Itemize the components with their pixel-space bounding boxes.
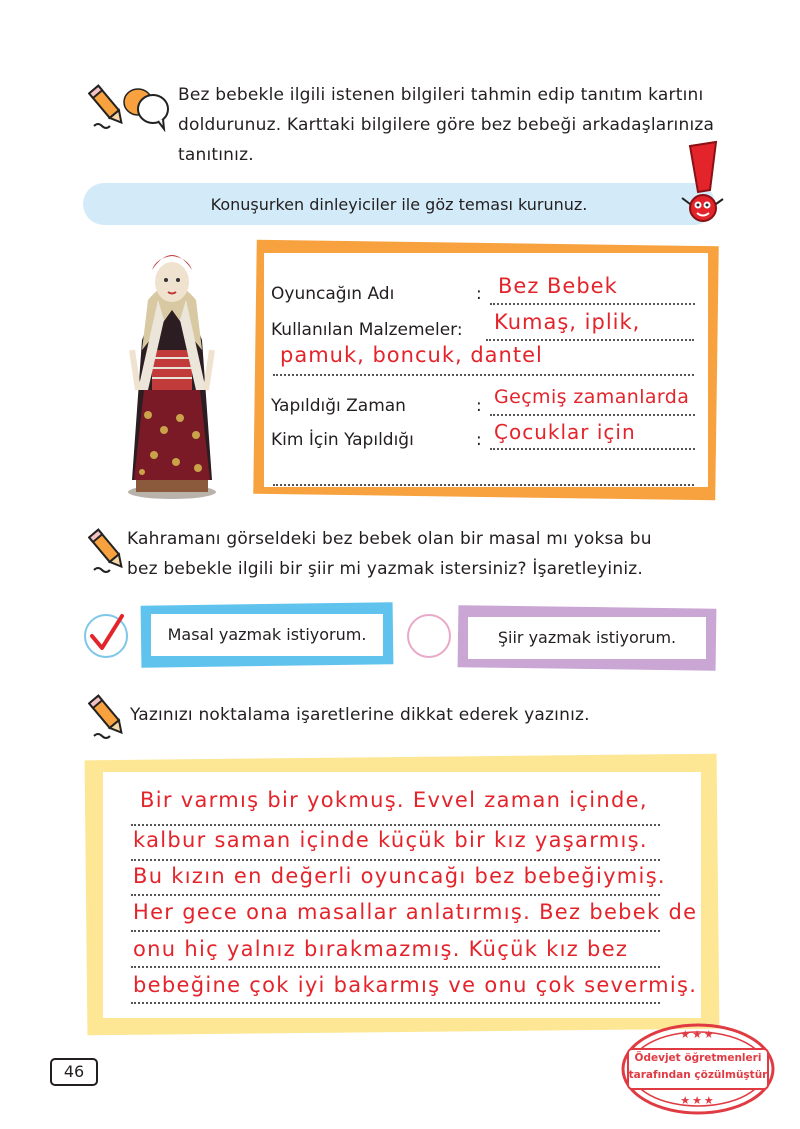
writing-text-line[interactable]: Her gece ona masallar anlatırmış. Bez bebek de <box>133 900 698 924</box>
field-separator: : <box>476 430 482 450</box>
stamp-text-line1: Ödevjet öğretmenleri <box>634 1052 762 1064</box>
pencil-icon <box>88 690 128 745</box>
checkbox-siir[interactable] <box>404 611 454 661</box>
writing-text-line[interactable]: onu hiç yalnız bırakmazmış. Küçük kız bez <box>133 937 629 961</box>
stamp-stars-top: ★★★ <box>680 1028 716 1041</box>
cloth-doll-image <box>118 240 226 500</box>
field-label-for-whom: Kim İçin Yapıldığı <box>271 430 414 450</box>
instruction-choose <box>127 524 747 584</box>
field-separator: : <box>476 396 482 416</box>
instruction-line: Bez bebekle ilgili istenen bilgileri tahmin edip tanıtım kartını <box>178 85 704 105</box>
field-label-time: Yapıldığı Zaman <box>271 396 406 416</box>
instruction-fill-card <box>178 80 758 170</box>
answer-for-whom[interactable]: Çocuklar için <box>494 420 636 444</box>
page-number: 46 <box>63 1062 85 1081</box>
checkmark-icon <box>92 616 122 648</box>
answer-time[interactable]: Geçmiş zamanlarda <box>494 386 690 408</box>
speech-bubbles-icon <box>120 82 172 132</box>
instruction-line: bez bebekle ilgili bir şiir mi yazmak istersiniz? İşaretleyiniz. <box>127 559 643 579</box>
tip-text: Konuşurken dinleyiciler ile göz teması kurunuz. <box>210 195 588 214</box>
writing-text-line[interactable]: Bir varmış bir yokmuş. Evvel zaman içinde, <box>140 788 648 812</box>
field-label-materials: Kullanılan Malzemeler: <box>271 320 463 340</box>
instruction-line: doldurunuz. Karttaki bilgilere göre bez bebeği arkadaşlarınıza <box>178 115 715 135</box>
answer-materials[interactable]: Kumaş, iplik, <box>494 310 641 334</box>
checkbox-masal[interactable] <box>82 612 130 660</box>
answer-toy-name[interactable]: Bez Bebek <box>498 274 618 298</box>
pencil-icon <box>88 524 128 579</box>
instruction-line: Kahramanı görseldeki bez bebek olan bir masal mı yoksa bu <box>127 529 652 549</box>
answer-line-empty <box>273 464 694 486</box>
solved-stamp <box>620 1022 776 1116</box>
stamp-text-line2: tarafından çözülmüştür <box>628 1069 768 1081</box>
answer-materials-cont[interactable]: pamuk, boncuk, dantel <box>280 343 543 367</box>
field-label-toy-name: Oyuncağın Adı <box>271 284 395 304</box>
instruction-write: Yazınızı noktalama işaretlerine dikkat ederek yazınız. <box>130 705 590 725</box>
option-masal-label[interactable]: Masal yazmak istiyorum. <box>151 614 383 656</box>
stamp-stars-bottom: ★★★ <box>680 1094 716 1107</box>
option-siir-label[interactable]: Şiir yazmak istiyorum. <box>468 617 706 659</box>
writing-text-line[interactable]: bebeğine çok iyi bakarmış ve onu çok severmiş. <box>133 973 698 997</box>
field-separator: : <box>476 284 482 304</box>
writing-text-line[interactable]: Bu kızın en değerli oyuncağı bez bebeğiymiş. <box>133 864 666 888</box>
instruction-line: tanıtınız. <box>178 145 254 165</box>
writing-text-line[interactable]: kalbur saman içinde küçük bir kız yaşarmış. <box>133 828 648 852</box>
exclamation-mascot-icon <box>676 138 726 228</box>
